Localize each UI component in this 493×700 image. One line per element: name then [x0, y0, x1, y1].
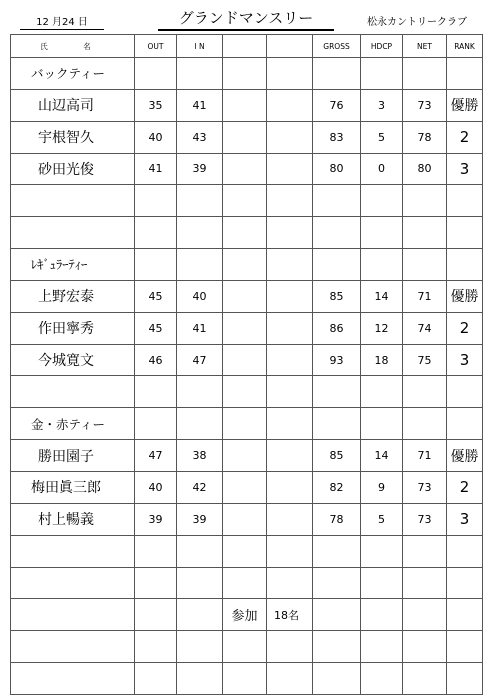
gross-score: 83: [313, 121, 361, 153]
rank-value: 3: [447, 344, 483, 376]
net-score: 73: [403, 471, 447, 503]
table-row: [11, 153, 483, 185]
net-score: 75: [403, 344, 447, 376]
gross-score: 80: [313, 153, 361, 185]
net-score: 71: [403, 440, 447, 472]
empty-row: [11, 631, 483, 663]
in-score: 39: [177, 153, 223, 185]
player-name: 梅田眞三郎: [11, 471, 135, 503]
player-name: 山辺高司: [11, 89, 135, 121]
out-score: 46: [135, 344, 177, 376]
gross-score: 78: [313, 503, 361, 535]
rank-value: 3: [447, 153, 483, 185]
player-name: 勝田園子: [11, 440, 135, 472]
out-score: 45: [135, 312, 177, 344]
results-table: [10, 34, 483, 695]
hdcp-value: 3: [361, 89, 403, 121]
section-row: [11, 58, 483, 90]
col-header-out: OUT: [135, 35, 177, 58]
participants-label: 参加: [223, 599, 267, 631]
table-row: [11, 121, 483, 153]
player-name: 宇根智久: [11, 121, 135, 153]
rank-value: 優勝: [447, 280, 483, 312]
player-name: 上野宏泰: [11, 280, 135, 312]
net-score: 74: [403, 312, 447, 344]
net-score: 73: [403, 89, 447, 121]
in-score: 38: [177, 440, 223, 472]
hdcp-value: 12: [361, 312, 403, 344]
table-row: [11, 440, 483, 472]
in-score: 42: [177, 471, 223, 503]
net-score: 73: [403, 503, 447, 535]
hdcp-value: 14: [361, 280, 403, 312]
section-row: [11, 249, 483, 281]
out-score: 45: [135, 280, 177, 312]
in-score: 39: [177, 503, 223, 535]
participants-row: [11, 599, 483, 631]
out-score: 40: [135, 121, 177, 153]
out-score: 47: [135, 440, 177, 472]
rank-value: 2: [447, 471, 483, 503]
hdcp-value: 9: [361, 471, 403, 503]
page-title: グランドマンスリー: [158, 7, 334, 31]
hdcp-value: 18: [361, 344, 403, 376]
rank-value: 3: [447, 503, 483, 535]
rank-value: 2: [447, 121, 483, 153]
hdcp-value: 14: [361, 440, 403, 472]
header-row: [11, 35, 483, 58]
empty-row: [11, 567, 483, 599]
empty-row: [11, 663, 483, 695]
table-row: [11, 344, 483, 376]
gross-score: 86: [313, 312, 361, 344]
col-header-gross: GROSS: [313, 35, 361, 58]
table-row: [11, 503, 483, 535]
col-header-in: I N: [177, 35, 223, 58]
gross-score: 76: [313, 89, 361, 121]
col-header-blank-2: [267, 35, 313, 58]
col-header-hdcp: HDCP: [361, 35, 403, 58]
hdcp-value: 5: [361, 503, 403, 535]
hdcp-value: 0: [361, 153, 403, 185]
col-header-name: 氏 名: [11, 35, 135, 58]
empty-row: [11, 535, 483, 567]
table-row: [11, 280, 483, 312]
net-score: 71: [403, 280, 447, 312]
table-row: [11, 89, 483, 121]
section-label: バックティー: [11, 58, 135, 90]
rank-value: 優勝: [447, 89, 483, 121]
table-row: [11, 471, 483, 503]
col-header-blank-1: [223, 35, 267, 58]
out-score: 35: [135, 89, 177, 121]
gross-score: 85: [313, 280, 361, 312]
col-header-net: NET: [403, 35, 447, 58]
in-score: 43: [177, 121, 223, 153]
section-label: ﾚｷﾞｭﾗｰﾃｨｰ: [11, 249, 135, 281]
club-name: 松永カントリークラブ: [367, 17, 467, 28]
rank-value: 2: [447, 312, 483, 344]
section-label: 金・赤ティー: [11, 408, 135, 440]
rank-value: 優勝: [447, 440, 483, 472]
hdcp-value: 5: [361, 121, 403, 153]
out-score: 40: [135, 471, 177, 503]
gross-score: 82: [313, 471, 361, 503]
in-score: 47: [177, 344, 223, 376]
table-row: [11, 312, 483, 344]
net-score: 80: [403, 153, 447, 185]
gross-score: 85: [313, 440, 361, 472]
in-score: 40: [177, 280, 223, 312]
gross-score: 93: [313, 344, 361, 376]
player-name: 砂田光俊: [11, 153, 135, 185]
in-score: 41: [177, 312, 223, 344]
participants-count: 18名: [267, 599, 313, 631]
net-score: 78: [403, 121, 447, 153]
out-score: 41: [135, 153, 177, 185]
empty-row: [11, 185, 483, 217]
player-name: 今城寛文: [11, 344, 135, 376]
empty-row: [11, 376, 483, 408]
out-score: 39: [135, 503, 177, 535]
empty-row: [11, 217, 483, 249]
player-name: 作田寧秀: [11, 312, 135, 344]
player-name: 村上暢義: [11, 503, 135, 535]
col-header-rank: RANK: [447, 35, 483, 58]
sheet-header: [0, 0, 493, 34]
date-label: 12 月24 日: [20, 13, 104, 30]
section-row: [11, 408, 483, 440]
in-score: 41: [177, 89, 223, 121]
